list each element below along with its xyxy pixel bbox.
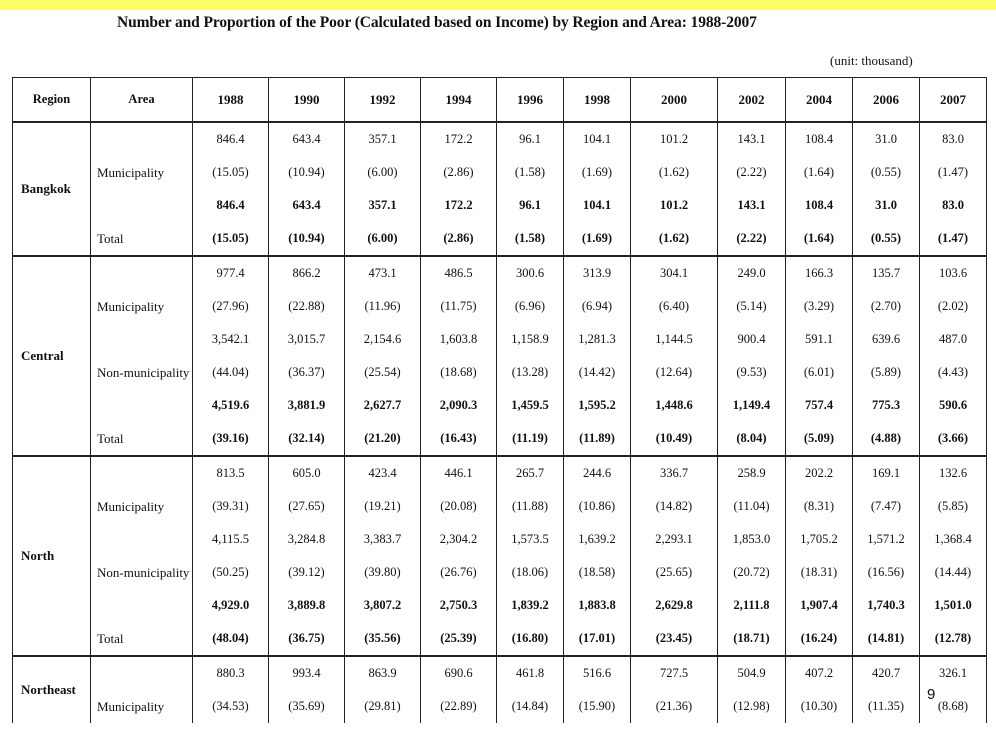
value-cell: 202.2 [786, 456, 853, 490]
value-cell: (50.25) [193, 556, 269, 589]
value-cell: (12.64) [631, 356, 718, 389]
value-cell: (6.96) [497, 290, 564, 323]
value-cell: (16.24) [786, 622, 853, 656]
value-cell: (18.58) [564, 556, 631, 589]
value-cell: 591.1 [786, 323, 853, 356]
table-row [13, 690, 987, 723]
value-cell: 1,595.2 [564, 389, 631, 422]
value-cell: 104.1 [564, 189, 631, 222]
value-cell: (25.65) [631, 556, 718, 589]
area-label [91, 589, 193, 622]
value-cell: 487.0 [920, 323, 987, 356]
value-cell: 244.6 [564, 456, 631, 490]
value-cell: 1,603.8 [421, 323, 497, 356]
value-cell: 504.9 [718, 656, 786, 690]
value-cell: 31.0 [853, 122, 920, 156]
value-cell: (2.70) [853, 290, 920, 323]
value-cell: 1,144.5 [631, 323, 718, 356]
region-name: North [13, 456, 91, 656]
value-cell: (36.75) [269, 622, 345, 656]
value-cell: 1,705.2 [786, 523, 853, 556]
value-cell: 1,740.3 [853, 589, 920, 622]
value-cell: (15.05) [193, 222, 269, 256]
area-label: Municipality [91, 490, 193, 523]
value-cell: 3,889.8 [269, 589, 345, 622]
value-cell: (2.86) [421, 156, 497, 189]
value-cell: (13.28) [497, 356, 564, 389]
value-cell: (21.20) [345, 422, 421, 456]
area-label [91, 389, 193, 422]
table-row [13, 456, 987, 490]
value-cell: 3,015.7 [269, 323, 345, 356]
header-year: 1994 [421, 78, 497, 123]
value-cell: 135.7 [853, 256, 920, 290]
value-cell: (10.30) [786, 690, 853, 723]
table-row [13, 656, 987, 690]
value-cell: 423.4 [345, 456, 421, 490]
value-cell: (25.54) [345, 356, 421, 389]
value-cell: 605.0 [269, 456, 345, 490]
value-cell: 4,519.6 [193, 389, 269, 422]
value-cell: (4.88) [853, 422, 920, 456]
value-cell: (16.43) [421, 422, 497, 456]
value-cell: (11.04) [718, 490, 786, 523]
value-cell: (6.01) [786, 356, 853, 389]
value-cell: 420.7 [853, 656, 920, 690]
value-cell: (14.44) [920, 556, 987, 589]
header-year: 1988 [193, 78, 269, 123]
value-cell: 1,501.0 [920, 589, 987, 622]
value-cell: (18.31) [786, 556, 853, 589]
table-row [13, 189, 987, 222]
value-cell: (11.88) [497, 490, 564, 523]
header-region: Region [13, 78, 91, 123]
value-cell: 446.1 [421, 456, 497, 490]
value-cell: (14.82) [631, 490, 718, 523]
value-cell: (18.06) [497, 556, 564, 589]
value-cell: (1.47) [920, 222, 987, 256]
value-cell: 166.3 [786, 256, 853, 290]
value-cell: 249.0 [718, 256, 786, 290]
area-label: Total [91, 422, 193, 456]
table-body [13, 122, 987, 723]
poverty-table [12, 77, 987, 723]
value-cell: 2,750.3 [421, 589, 497, 622]
value-cell: (12.78) [920, 622, 987, 656]
value-cell: 326.1 [920, 656, 987, 690]
value-cell: 2,304.2 [421, 523, 497, 556]
value-cell: (3.66) [920, 422, 987, 456]
value-cell: (1.64) [786, 156, 853, 189]
value-cell: 132.6 [920, 456, 987, 490]
value-cell: (6.40) [631, 290, 718, 323]
value-cell: (21.36) [631, 690, 718, 723]
value-cell: (5.89) [853, 356, 920, 389]
value-cell: 813.5 [193, 456, 269, 490]
header-year: 1996 [497, 78, 564, 123]
value-cell: (2.22) [718, 222, 786, 256]
value-cell: 104.1 [564, 122, 631, 156]
value-cell: 108.4 [786, 122, 853, 156]
value-cell: (2.22) [718, 156, 786, 189]
value-cell: 590.6 [920, 389, 987, 422]
table-row [13, 389, 987, 422]
value-cell: 304.1 [631, 256, 718, 290]
area-label [91, 122, 193, 156]
area-label [91, 256, 193, 290]
value-cell: (2.02) [920, 290, 987, 323]
value-cell: 1,368.4 [920, 523, 987, 556]
value-cell: 172.2 [421, 122, 497, 156]
value-cell: (5.09) [786, 422, 853, 456]
value-cell: (1.69) [564, 222, 631, 256]
value-cell: 639.6 [853, 323, 920, 356]
value-cell: 169.1 [853, 456, 920, 490]
value-cell: 900.4 [718, 323, 786, 356]
value-cell: 101.2 [631, 122, 718, 156]
value-cell: 83.0 [920, 122, 987, 156]
value-cell: (22.88) [269, 290, 345, 323]
value-cell: 757.4 [786, 389, 853, 422]
value-cell: (35.69) [269, 690, 345, 723]
table-row [13, 422, 987, 456]
value-cell: (5.85) [920, 490, 987, 523]
value-cell: (10.49) [631, 422, 718, 456]
value-cell: (17.01) [564, 622, 631, 656]
value-cell: 3,881.9 [269, 389, 345, 422]
table-title: Number and Proportion of the Poor (Calculated based on Income) by Region and Area: 1988-2007 [117, 14, 757, 31]
value-cell: (0.55) [853, 156, 920, 189]
value-cell: (11.75) [421, 290, 497, 323]
value-cell: (26.76) [421, 556, 497, 589]
value-cell: (14.84) [497, 690, 564, 723]
area-label: Non-municipality [91, 356, 193, 389]
value-cell: 993.4 [269, 656, 345, 690]
value-cell: (15.05) [193, 156, 269, 189]
header-year: 1998 [564, 78, 631, 123]
value-cell: (44.04) [193, 356, 269, 389]
value-cell: (5.14) [718, 290, 786, 323]
value-cell: 727.5 [631, 656, 718, 690]
value-cell: (39.80) [345, 556, 421, 589]
value-cell: (29.81) [345, 690, 421, 723]
value-cell: 96.1 [497, 122, 564, 156]
value-cell: 4,115.5 [193, 523, 269, 556]
table-row [13, 523, 987, 556]
area-label [91, 656, 193, 690]
table-row [13, 490, 987, 523]
area-label [91, 523, 193, 556]
value-cell: (36.37) [269, 356, 345, 389]
value-cell: (25.39) [421, 622, 497, 656]
value-cell: 977.4 [193, 256, 269, 290]
value-cell: (27.65) [269, 490, 345, 523]
value-cell: (4.43) [920, 356, 987, 389]
value-cell: (20.08) [421, 490, 497, 523]
value-cell: (11.35) [853, 690, 920, 723]
area-label [91, 323, 193, 356]
header-area: Area [91, 78, 193, 123]
table-row [13, 589, 987, 622]
value-cell: (0.55) [853, 222, 920, 256]
table-row [13, 622, 987, 656]
value-cell: 1,448.6 [631, 389, 718, 422]
value-cell: 2,293.1 [631, 523, 718, 556]
header-year: 1992 [345, 78, 421, 123]
value-cell: (16.80) [497, 622, 564, 656]
table-row [13, 556, 987, 589]
unit-note: (unit: thousand) [830, 53, 913, 68]
value-cell: (8.04) [718, 422, 786, 456]
value-cell: 96.1 [497, 189, 564, 222]
table-row [13, 290, 987, 323]
table-row [13, 156, 987, 189]
value-cell: (1.62) [631, 222, 718, 256]
value-cell: 3,383.7 [345, 523, 421, 556]
value-cell: 863.9 [345, 656, 421, 690]
value-cell: (1.69) [564, 156, 631, 189]
area-label: Municipality [91, 290, 193, 323]
value-cell: 108.4 [786, 189, 853, 222]
value-cell: (22.89) [421, 690, 497, 723]
area-label: Total [91, 622, 193, 656]
value-cell: 143.1 [718, 189, 786, 222]
value-cell: (1.62) [631, 156, 718, 189]
value-cell: 4,929.0 [193, 589, 269, 622]
value-cell: 3,284.8 [269, 523, 345, 556]
table-row [13, 122, 987, 156]
area-label: Municipality [91, 156, 193, 189]
value-cell: (18.68) [421, 356, 497, 389]
header-row [13, 78, 987, 123]
value-cell: (10.94) [269, 156, 345, 189]
value-cell: 1,571.2 [853, 523, 920, 556]
value-cell: (11.19) [497, 422, 564, 456]
top-accent-bar [0, 0, 996, 10]
header-year: 2007 [920, 78, 987, 123]
value-cell: 258.9 [718, 456, 786, 490]
value-cell: (27.96) [193, 290, 269, 323]
table-row [13, 323, 987, 356]
value-cell: 775.3 [853, 389, 920, 422]
value-cell: 1,853.0 [718, 523, 786, 556]
header-year: 2000 [631, 78, 718, 123]
value-cell: (39.12) [269, 556, 345, 589]
value-cell: 1,883.8 [564, 589, 631, 622]
value-cell: (16.56) [853, 556, 920, 589]
value-cell: (12.98) [718, 690, 786, 723]
value-cell: 846.4 [193, 189, 269, 222]
value-cell: 101.2 [631, 189, 718, 222]
value-cell: (6.00) [345, 156, 421, 189]
area-label [91, 189, 193, 222]
area-label: Municipality [91, 690, 193, 723]
value-cell: (19.21) [345, 490, 421, 523]
value-cell: 265.7 [497, 456, 564, 490]
value-cell: (39.16) [193, 422, 269, 456]
value-cell: (48.04) [193, 622, 269, 656]
value-cell: 1,158.9 [497, 323, 564, 356]
value-cell: 357.1 [345, 122, 421, 156]
header-year: 2006 [853, 78, 920, 123]
value-cell: (1.47) [920, 156, 987, 189]
value-cell: (2.86) [421, 222, 497, 256]
value-cell: (14.42) [564, 356, 631, 389]
value-cell: 643.4 [269, 122, 345, 156]
value-cell: 313.9 [564, 256, 631, 290]
value-cell: (6.94) [564, 290, 631, 323]
value-cell: 83.0 [920, 189, 987, 222]
value-cell: 2,111.8 [718, 589, 786, 622]
value-cell: 690.6 [421, 656, 497, 690]
value-cell: (23.45) [631, 622, 718, 656]
value-cell: 300.6 [497, 256, 564, 290]
value-cell: 357.1 [345, 189, 421, 222]
header-year: 2004 [786, 78, 853, 123]
region-name: Central [13, 256, 91, 456]
value-cell: (1.58) [497, 222, 564, 256]
value-cell: 486.5 [421, 256, 497, 290]
value-cell: (11.89) [564, 422, 631, 456]
region-name: Bangkok [13, 122, 91, 256]
value-cell: (18.71) [718, 622, 786, 656]
area-label: Total [91, 222, 193, 256]
value-cell: 1,839.2 [497, 589, 564, 622]
value-cell: 1,281.3 [564, 323, 631, 356]
region-name: Northeast [13, 656, 91, 723]
value-cell: 846.4 [193, 122, 269, 156]
value-cell: 172.2 [421, 189, 497, 222]
value-cell: (35.56) [345, 622, 421, 656]
value-cell: 143.1 [718, 122, 786, 156]
value-cell: (10.94) [269, 222, 345, 256]
table-row [13, 222, 987, 256]
value-cell: 866.2 [269, 256, 345, 290]
table-row [13, 356, 987, 389]
value-cell: (10.86) [564, 490, 631, 523]
value-cell: 461.8 [497, 656, 564, 690]
value-cell: 2,154.6 [345, 323, 421, 356]
header-year: 1990 [269, 78, 345, 123]
value-cell: (6.00) [345, 222, 421, 256]
page-number: 9 [927, 686, 936, 703]
value-cell: 336.7 [631, 456, 718, 490]
area-label: Non-municipality [91, 556, 193, 589]
value-cell: 1,907.4 [786, 589, 853, 622]
value-cell: (1.64) [786, 222, 853, 256]
table-row [13, 256, 987, 290]
value-cell: 473.1 [345, 256, 421, 290]
value-cell: (34.53) [193, 690, 269, 723]
value-cell: 2,090.3 [421, 389, 497, 422]
value-cell: 1,639.2 [564, 523, 631, 556]
value-cell: 103.6 [920, 256, 987, 290]
value-cell: 3,807.2 [345, 589, 421, 622]
value-cell: (3.29) [786, 290, 853, 323]
value-cell: (32.14) [269, 422, 345, 456]
value-cell: (9.53) [718, 356, 786, 389]
value-cell: 3,542.1 [193, 323, 269, 356]
value-cell: (15.90) [564, 690, 631, 723]
value-cell: 1,459.5 [497, 389, 564, 422]
value-cell: (14.81) [853, 622, 920, 656]
value-cell: 31.0 [853, 189, 920, 222]
value-cell: 2,629.8 [631, 589, 718, 622]
value-cell: 880.3 [193, 656, 269, 690]
value-cell: 516.6 [564, 656, 631, 690]
value-cell: (11.96) [345, 290, 421, 323]
value-cell: 1,573.5 [497, 523, 564, 556]
value-cell: 2,627.7 [345, 389, 421, 422]
value-cell: (8.31) [786, 490, 853, 523]
header-year: 2002 [718, 78, 786, 123]
value-cell: (1.58) [497, 156, 564, 189]
value-cell: 407.2 [786, 656, 853, 690]
value-cell: 1,149.4 [718, 389, 786, 422]
value-cell: (7.47) [853, 490, 920, 523]
area-label [91, 456, 193, 490]
value-cell: (39.31) [193, 490, 269, 523]
value-cell: (8.68) [920, 690, 987, 723]
value-cell: (20.72) [718, 556, 786, 589]
value-cell: 643.4 [269, 189, 345, 222]
